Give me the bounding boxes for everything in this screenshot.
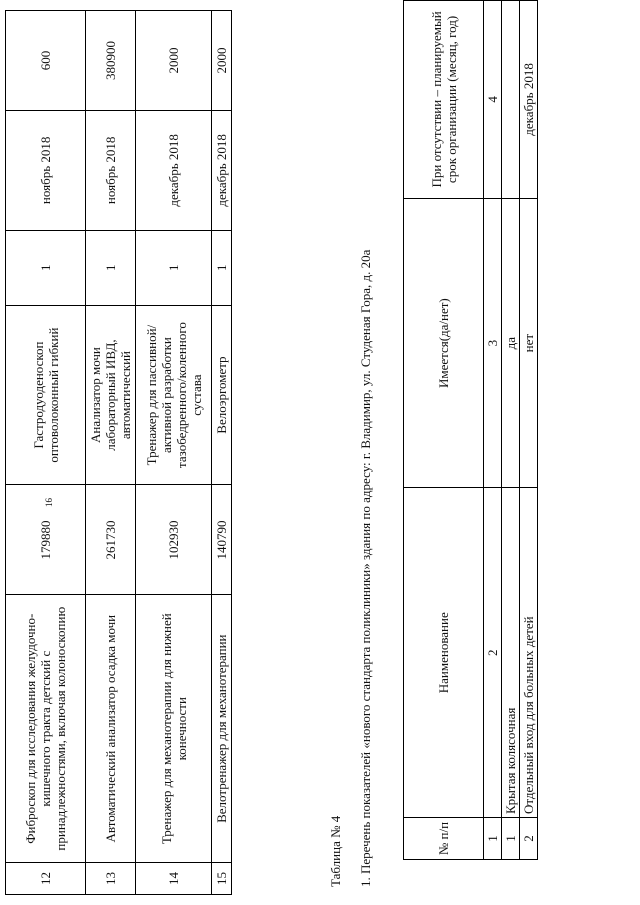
equipment-name: Тренажер для механотерапии для нижней конечности bbox=[136, 595, 212, 863]
equipment-price: 261730 bbox=[86, 485, 136, 595]
equipment-quantity: 1 bbox=[136, 230, 212, 305]
standard-table bbox=[403, 0, 538, 860]
col-number: 2 bbox=[484, 488, 502, 818]
header-num: № п/п bbox=[404, 818, 484, 860]
equipment-price: 102930 bbox=[136, 485, 212, 595]
row-has: нет bbox=[520, 198, 538, 488]
table-row bbox=[6, 11, 86, 895]
equipment-cost: 2000 bbox=[212, 11, 232, 111]
equipment-type: Гастродуоденоскоп оптоволоконный гибкий bbox=[6, 305, 86, 485]
equipment-date: ноябрь 2018 bbox=[86, 110, 136, 230]
header-plan: При отсутствии – планируемый срок организации (месяц, год) bbox=[404, 1, 484, 199]
equipment-name: Велотренажер для механотерапии bbox=[212, 595, 232, 863]
equipment-name: Автоматический анализатор осадка мочи bbox=[86, 595, 136, 863]
table-label: Таблица № 4 bbox=[328, 815, 343, 887]
table-row bbox=[86, 11, 136, 895]
row-number: 15 bbox=[212, 863, 232, 895]
header-has: Имеется(да/нет) bbox=[404, 198, 484, 488]
table-row bbox=[520, 1, 538, 860]
equipment-cost: 600 bbox=[6, 11, 86, 111]
row-number: 12 bbox=[6, 863, 86, 895]
col-number: 3 bbox=[484, 198, 502, 488]
col-number: 1 bbox=[484, 818, 502, 860]
table-caption: 1. Перечень показателей «нового стандарта поликлиники» здания по адресу: г. Владимир, ул. Студеная Гора, д. 20а bbox=[358, 249, 373, 887]
row-has: да bbox=[502, 198, 520, 488]
equipment-type: Тренажер для пассивной/активной разработки тазобедренного/коленного сустава bbox=[136, 305, 212, 485]
row-plan bbox=[502, 1, 520, 199]
equipment-price: 140790 bbox=[212, 485, 232, 595]
row-number: 13 bbox=[86, 863, 136, 895]
equipment-cost: 2000 bbox=[136, 11, 212, 111]
row-number: 1 bbox=[502, 818, 520, 860]
column-number-row bbox=[484, 1, 502, 860]
equipment-name: Фиброскоп для исследования желудочно-кишечного тракта детский с принадлежностями, включая колоноскопию bbox=[6, 595, 86, 863]
header-name: Наименование bbox=[404, 488, 484, 818]
page-number: 16 bbox=[44, 498, 54, 507]
equipment-quantity: 1 bbox=[6, 230, 86, 305]
table-row bbox=[212, 11, 232, 895]
equipment-quantity: 1 bbox=[86, 230, 136, 305]
row-number: 2 bbox=[520, 818, 538, 860]
col-number: 4 bbox=[484, 1, 502, 199]
equipment-table bbox=[5, 10, 232, 895]
equipment-date: декабрь 2018 bbox=[212, 110, 232, 230]
row-number: 14 bbox=[136, 863, 212, 895]
row-name: Крытая колясочная bbox=[502, 488, 520, 818]
equipment-cost: 380900 bbox=[86, 11, 136, 111]
equipment-date: ноябрь 2018 bbox=[6, 110, 86, 230]
table-header-row bbox=[404, 1, 484, 860]
row-name: Отдельный вход для больных детей bbox=[520, 488, 538, 818]
equipment-date: декабрь 2018 bbox=[136, 110, 212, 230]
equipment-type: Анализатор мочи лабораторный ИВД, автоматический bbox=[86, 305, 136, 485]
table-row bbox=[136, 11, 212, 895]
equipment-quantity: 1 bbox=[212, 230, 232, 305]
table-row bbox=[502, 1, 520, 860]
equipment-type: Велоэргометр bbox=[212, 305, 232, 485]
row-plan: декабрь 2018 bbox=[520, 1, 538, 199]
equipment-price: 179880 bbox=[6, 485, 86, 595]
